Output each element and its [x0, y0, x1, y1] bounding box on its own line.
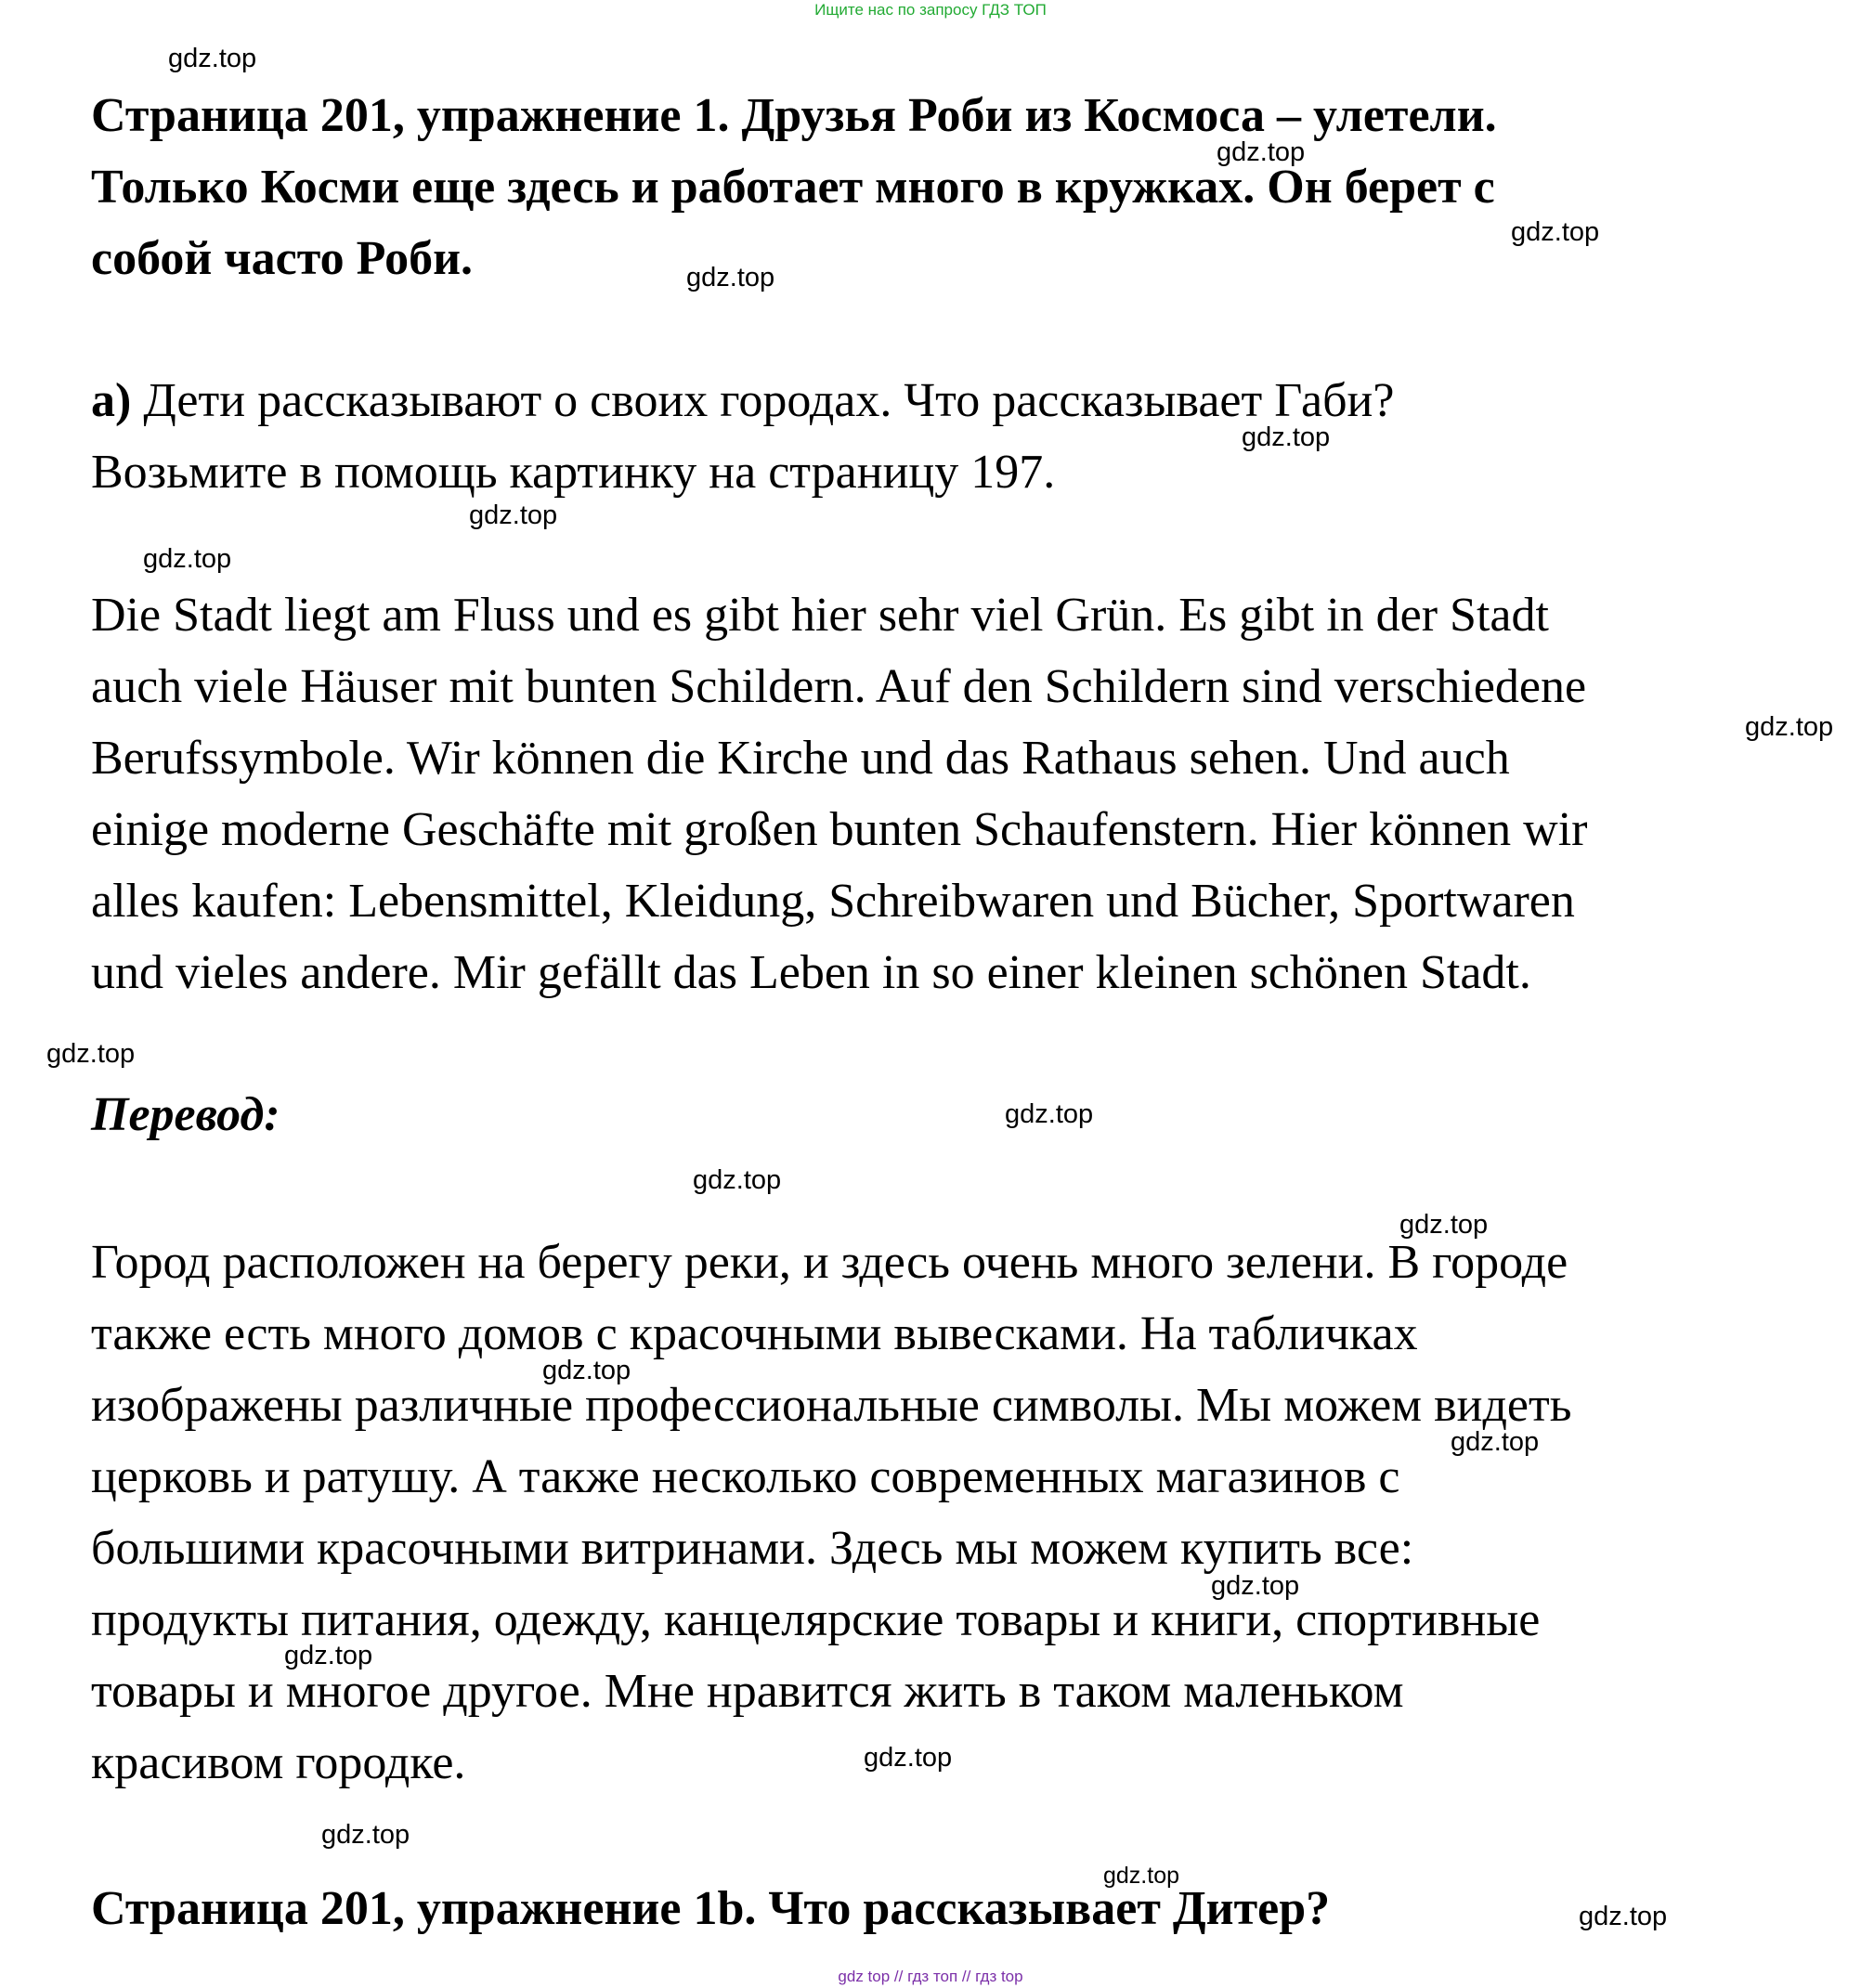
task-a-line: [91, 365, 1818, 436]
exercise-heading-line: собой часто Роби.: [91, 232, 474, 285]
watermark: gdz.top: [46, 1039, 136, 1069]
watermark: gdz.top: [1217, 137, 1306, 167]
task-a-line: Возьмите в помощь картинку на страницу 197.: [91, 446, 1056, 499]
exercise-1b-heading: Страница 201, упражнение 1b. Что рассказывает Дитер?: [91, 1882, 1331, 1935]
watermark: gdz.top: [1745, 712, 1834, 742]
translation-line: большими красочными витринами. Здесь мы можем купить все:: [91, 1522, 1414, 1575]
german-text-line: auch viele Häuser mit bunten Schildern. Auf den Schildern sind verschiedene: [91, 660, 1587, 713]
watermark: gdz.top: [1511, 217, 1600, 247]
german-text-line: Die Stadt liegt am Fluss und es gibt hier sehr viel Grün. Es gibt in der Stadt: [91, 589, 1549, 642]
watermark: gdz.top: [686, 263, 775, 292]
task-a-text: Дети рассказывают о своих городах. Что рассказывает Габи?: [131, 374, 1395, 427]
translation-line: церковь и ратушу. А также несколько современных магазинов с: [91, 1450, 1400, 1503]
top-banner-text: Ищите нас по запросу ГДЗ ТОП: [814, 1, 1047, 19]
german-text-line: alles kaufen: Lebensmittel, Kleidung, Schreibwaren und Bücher, Sportwaren: [91, 875, 1575, 928]
translation-line: товары и многое другое. Мне нравится жить в таком маленьком: [91, 1665, 1404, 1718]
task-a: [91, 365, 1818, 508]
exercise-heading-line: Только Косми еще здесь и работает много в кружках. Он берет с: [91, 161, 1495, 214]
translation-text: [91, 1227, 1818, 1799]
translation-line: изображены различные профессиональные символы. Мы можем видеть: [91, 1379, 1572, 1432]
german-text-line: und vieles andere. Mir gefällt das Leben in so einer kleinen schönen Stadt.: [91, 946, 1531, 999]
watermark: gdz.top: [1579, 1902, 1668, 1931]
watermark: gdz.top: [864, 1743, 953, 1773]
exercise-heading: [91, 80, 1818, 294]
german-text-line: Berufssymbole. Wir können die Kirche und das Rathaus sehen. Und auch: [91, 732, 1510, 785]
translation-line: Город расположен на берегу реки, и здесь очень много зелени. В городе: [91, 1236, 1568, 1289]
exercise-heading-line: Страница 201, упражнение 1. Друзья Роби из Космоса – улетели.: [91, 89, 1497, 142]
translation-line: также есть много домов с красочными вывесками. На табличках: [91, 1307, 1418, 1360]
watermark: gdz.top: [321, 1820, 410, 1850]
bottom-banner-text: gdz top // гдз топ // гдз top: [838, 1968, 1023, 1985]
watermark: gdz.top: [693, 1165, 782, 1195]
watermark: gdz.top: [1005, 1099, 1094, 1129]
watermark: gdz.top: [168, 44, 257, 73]
german-text: [91, 579, 1818, 1008]
watermark: gdz.top: [1103, 1863, 1180, 1889]
german-text-line: einige moderne Geschäfte mit großen bunten Schaufenstern. Hier können wir: [91, 803, 1588, 856]
translation-heading: Перевод:: [91, 1088, 280, 1141]
translation-line: продукты питания, одежду, канцелярские товары и книги, спортивные: [91, 1593, 1541, 1646]
task-a-label: а): [91, 374, 132, 427]
watermark: gdz.top: [1211, 1571, 1300, 1601]
translation-line: красивом городке.: [91, 1736, 466, 1789]
watermark: gdz.top: [1451, 1427, 1540, 1457]
watermark: gdz.top: [1399, 1210, 1489, 1240]
watermark: gdz.top: [1242, 422, 1331, 452]
watermark: gdz.top: [284, 1641, 373, 1670]
watermark: gdz.top: [143, 544, 232, 574]
watermark: gdz.top: [469, 500, 558, 530]
watermark: gdz.top: [542, 1356, 631, 1385]
